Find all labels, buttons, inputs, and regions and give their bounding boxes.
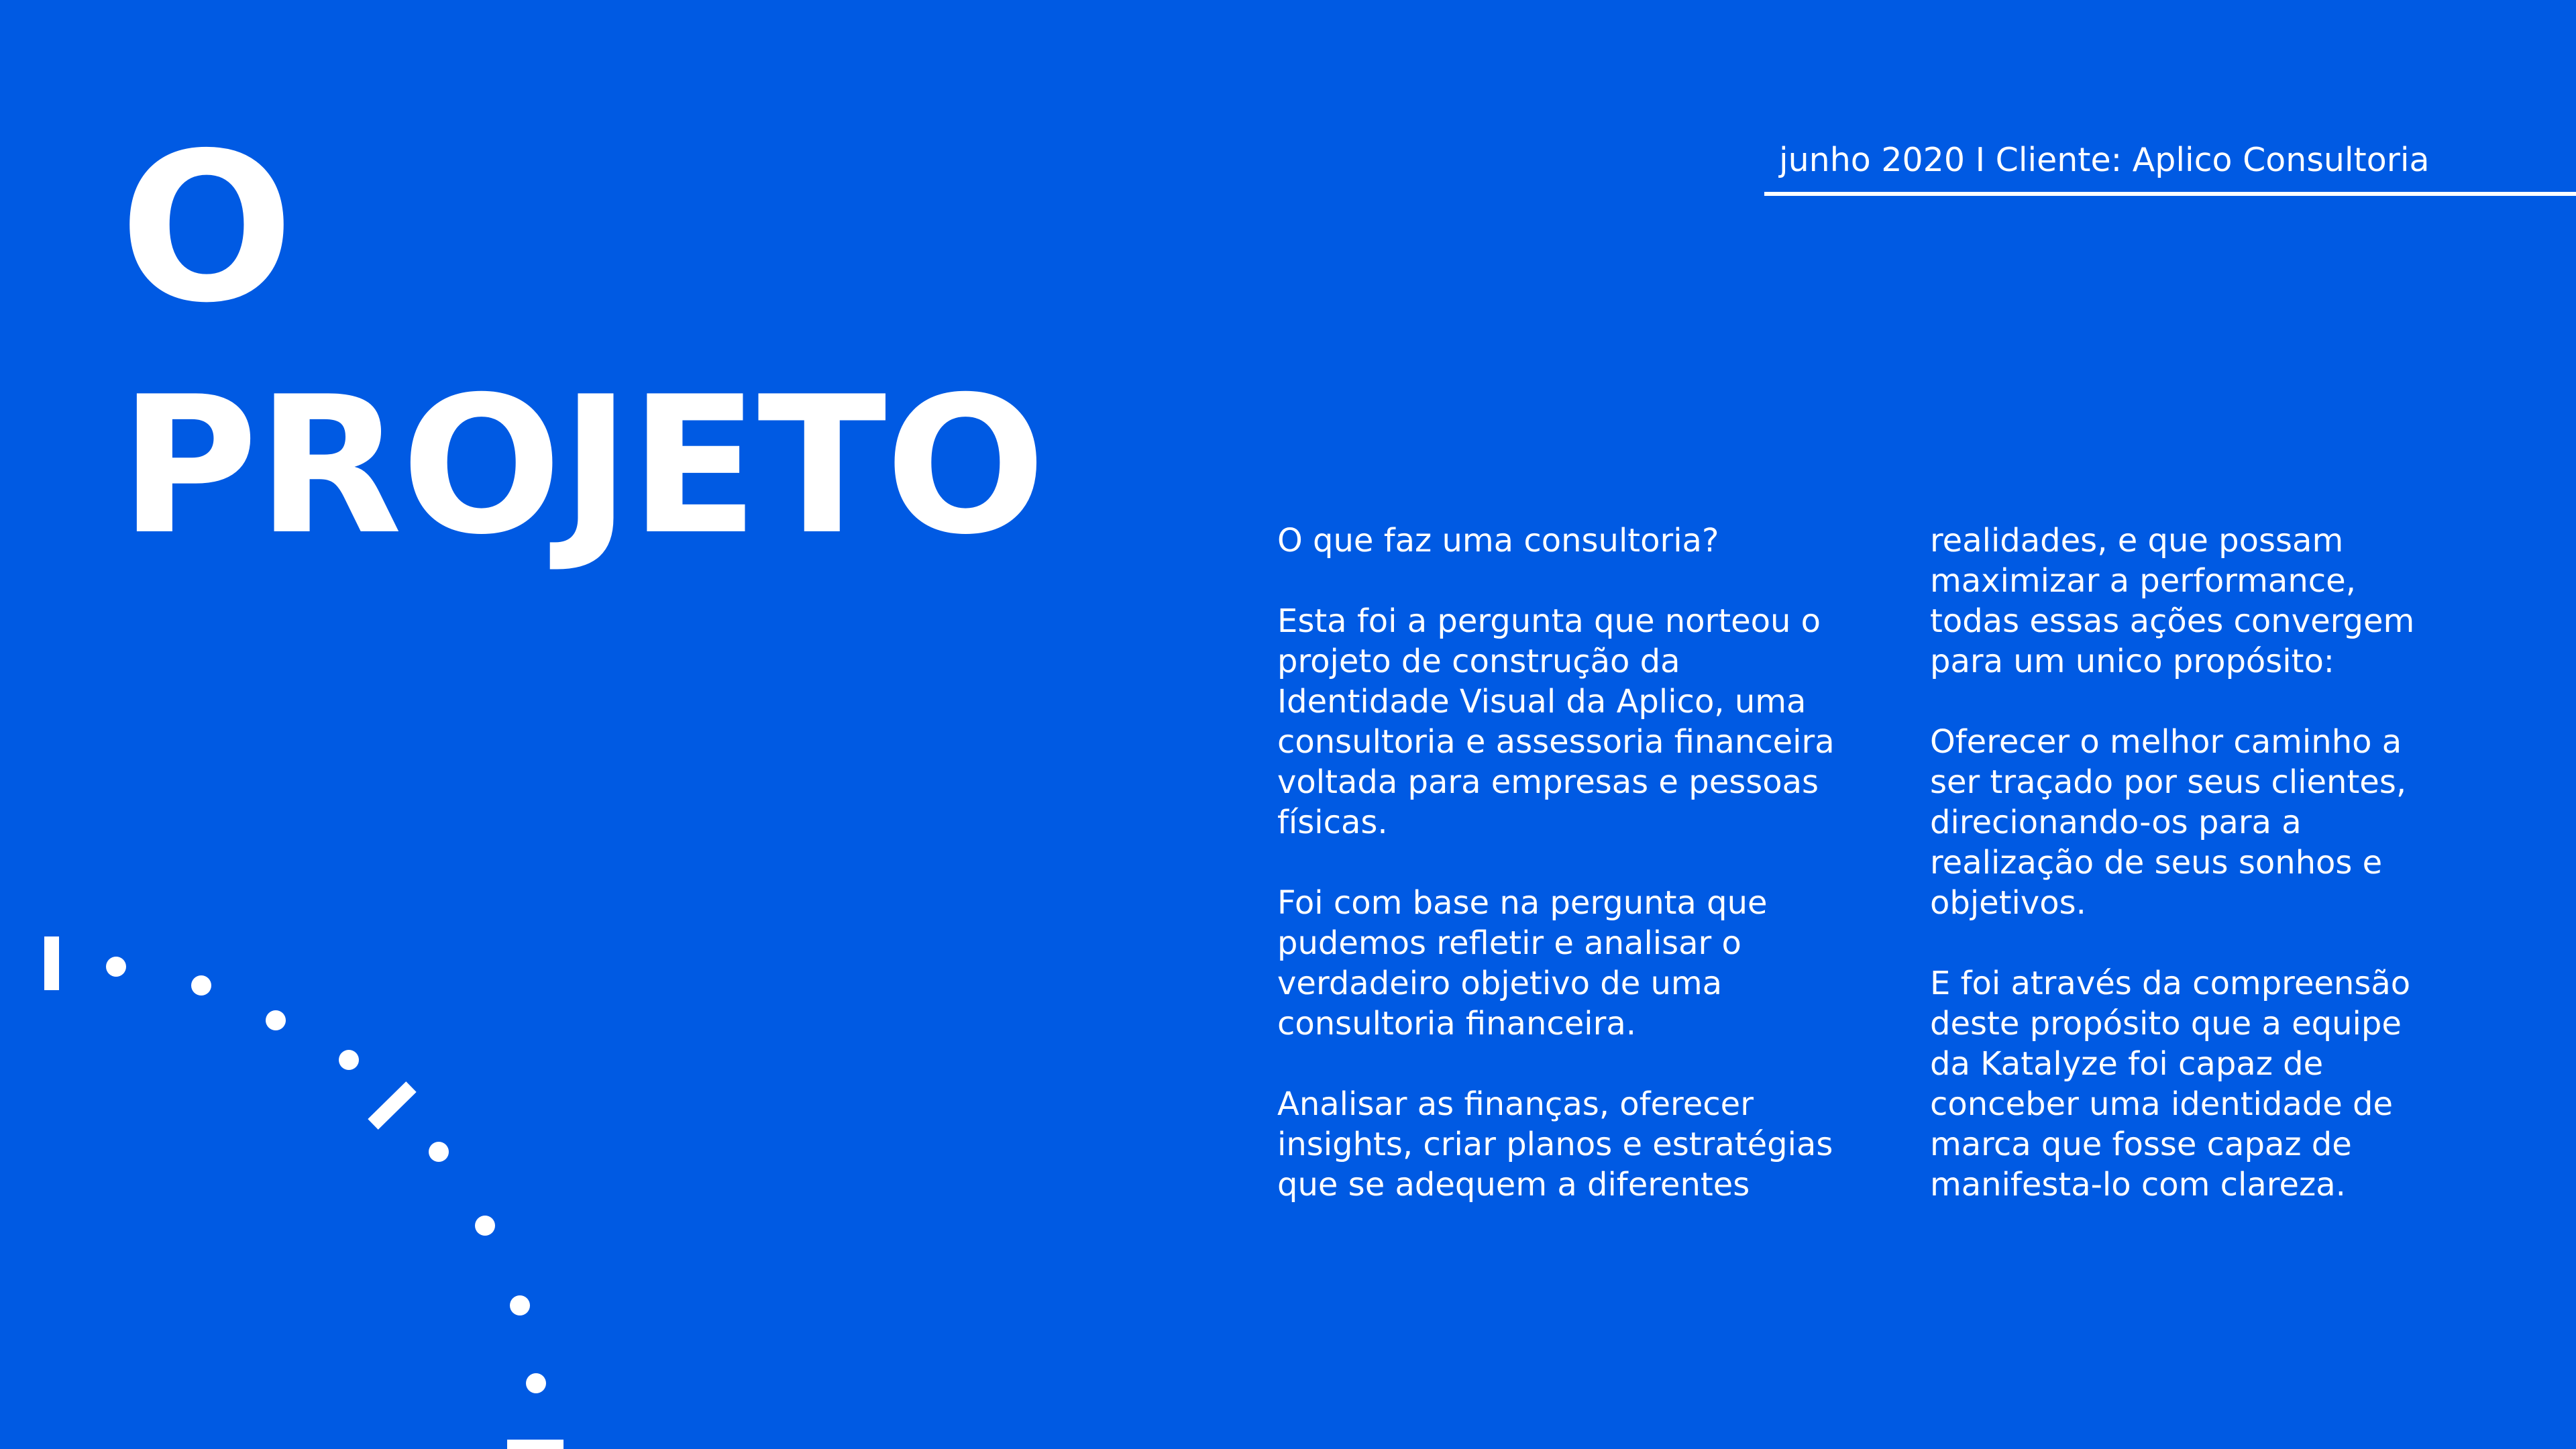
text-line: projeto de construção da bbox=[1277, 643, 1680, 680]
text-line: Analisar as finanças, oferecer bbox=[1277, 1085, 1754, 1123]
text-line: realidades, e que possam bbox=[1930, 522, 2344, 559]
text-line: ser traçado por seus clientes, bbox=[1930, 763, 2407, 801]
dash-mark bbox=[44, 936, 59, 990]
text-line: pudemos refletir e analisar o bbox=[1277, 924, 1741, 962]
slide-title-line-2: PROJETO bbox=[119, 356, 1045, 576]
text-line: Foi com base na pergunta que bbox=[1277, 884, 1768, 922]
text-line: marca que fosse capaz de bbox=[1930, 1126, 2352, 1163]
text-line: Esta foi a pergunta que norteou o bbox=[1277, 602, 1821, 640]
text-line: maximizar a performance, bbox=[1930, 562, 2356, 600]
date-client-line: junho 2020 I Cliente: Aplico Consultoria bbox=[1779, 141, 2430, 179]
text-line: insights, criar planos e estratégias bbox=[1277, 1126, 1833, 1163]
text-line: E foi através da compreensão bbox=[1930, 965, 2411, 1002]
path-dot bbox=[526, 1373, 546, 1393]
text-line: Identidade Visual da Aplico, uma bbox=[1277, 683, 1807, 720]
path-dot bbox=[475, 1216, 495, 1236]
text-line: voltada para empresas e pessoas bbox=[1277, 763, 1819, 801]
text-line: objetivos. bbox=[1930, 884, 2086, 922]
text-line: verdadeiro objetivo de uma bbox=[1277, 965, 1723, 1002]
dash-mark bbox=[507, 1440, 564, 1449]
text-line: conceber uma identidade de bbox=[1930, 1085, 2393, 1123]
text-line: consultoria e assessoria financeira bbox=[1277, 723, 1835, 761]
text-line: para um unico propósito: bbox=[1930, 643, 2334, 680]
text-line: direcionando-os para a bbox=[1930, 804, 2302, 841]
text-line: manifesta-lo com clareza. bbox=[1930, 1166, 2346, 1203]
dash-mark bbox=[373, 1087, 411, 1124]
text-line: físicas. bbox=[1277, 804, 1388, 841]
path-dot bbox=[339, 1050, 359, 1070]
path-dot bbox=[191, 975, 211, 996]
path-dot bbox=[510, 1295, 530, 1316]
text-line: realização de seus sonhos e bbox=[1930, 844, 2383, 881]
text-line: O que faz uma consultoria? bbox=[1277, 522, 1719, 559]
text-line: Oferecer o melhor caminho a bbox=[1930, 723, 2402, 761]
text-line: que se adequem a diferentes bbox=[1277, 1166, 1750, 1203]
text-line: da Katalyze foi capaz de bbox=[1930, 1045, 2324, 1083]
path-dot bbox=[429, 1142, 449, 1162]
slide-title-line-1: O bbox=[119, 109, 297, 348]
path-dot bbox=[106, 957, 126, 977]
text-line: consultoria financeira. bbox=[1277, 1005, 1637, 1042]
text-line: todas essas ações convergem bbox=[1930, 602, 2415, 640]
text-line: deste propósito que a equipe bbox=[1930, 1005, 2402, 1042]
path-dot bbox=[266, 1010, 286, 1030]
